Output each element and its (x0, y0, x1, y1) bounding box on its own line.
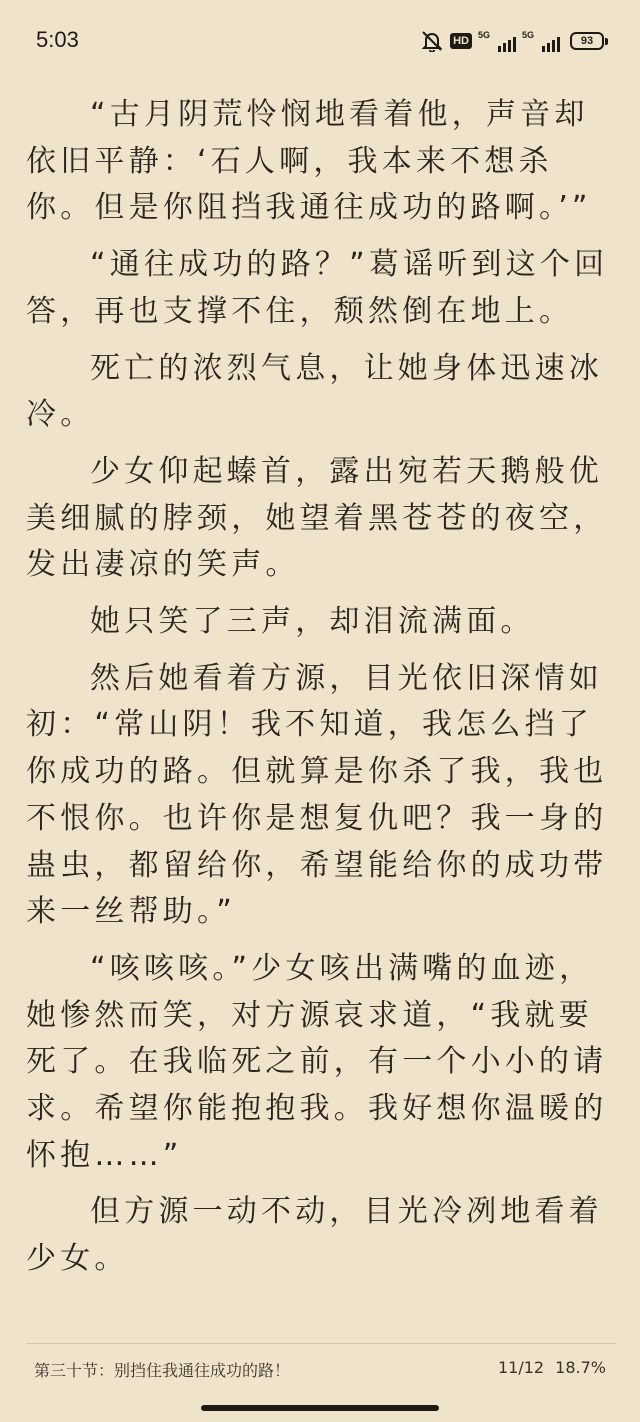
reader-footer (34, 1358, 606, 1382)
signal-5g-icon-2 (522, 30, 560, 52)
home-indicator[interactable] (201, 1405, 439, 1411)
battery-icon (570, 32, 608, 50)
signal-5g-icon-1 (478, 30, 516, 52)
paragraph-7: “咳咳咳。”少女咳出满嘴的血迹，她惨然而笑，对方源哀求道，“我就要死了。在我临死之前，有一个小小的请求。希望你能抱抱我。我好想你温暖的怀抱……” (26, 950, 608, 1173)
percent-indicator: 18.7% (555, 1358, 606, 1377)
paragraph-4: 少女仰起螓首，露出宛若天鹅般优美细腻的脖颈，她望着黑苍苍的夜空，发出凄凉的笑声。 (26, 453, 608, 583)
status-bar (0, 0, 640, 84)
paragraph-3: 死亡的浓烈气息，让她身体迅速冰冷。 (26, 350, 603, 433)
status-icons (420, 28, 608, 54)
signal-label-2: 5G (522, 30, 535, 40)
status-time: 5:03 (36, 27, 79, 52)
hd-voice-icon: HD (450, 33, 472, 49)
paragraph-2: “通往成功的路？”葛谣听到这个回答，再也支撑不住，颓然倒在地上。 (26, 247, 609, 329)
mute-bell-icon (420, 30, 444, 52)
battery-level: 93 (570, 32, 604, 50)
paragraph-5: 她只笑了三声，却泪流满面。 (90, 604, 535, 640)
chapter-title: 第三十节：别挡住我通往成功的路！ (34, 1361, 291, 1380)
signal-label-1: 5G (478, 30, 491, 40)
footer-divider (26, 1343, 616, 1344)
page-indicator: 11/12 (497, 1358, 545, 1377)
paragraph-6: 然后她看着方源，目光依旧深情如初：“常山阴！我不知道，我怎么挡了你成功的路。但就算是你杀了我，我也不恨你。也许你是想复仇吧？我一身的蛊虫，都留给你，希望能给你的成功带来一丝帮助。” (26, 660, 608, 930)
paragraph-1: “古月阴荒怜悯地看着他，声音却依旧平静：‘石人啊，我本来不想杀你。但是你阻挡我通往成功的路啊。’” (26, 97, 592, 226)
reading-progress (492, 1358, 606, 1377)
paragraph-8: 但方源一动不动，目光冷冽地看着少女。 (26, 1194, 603, 1277)
reader-page[interactable] (26, 92, 616, 1293)
